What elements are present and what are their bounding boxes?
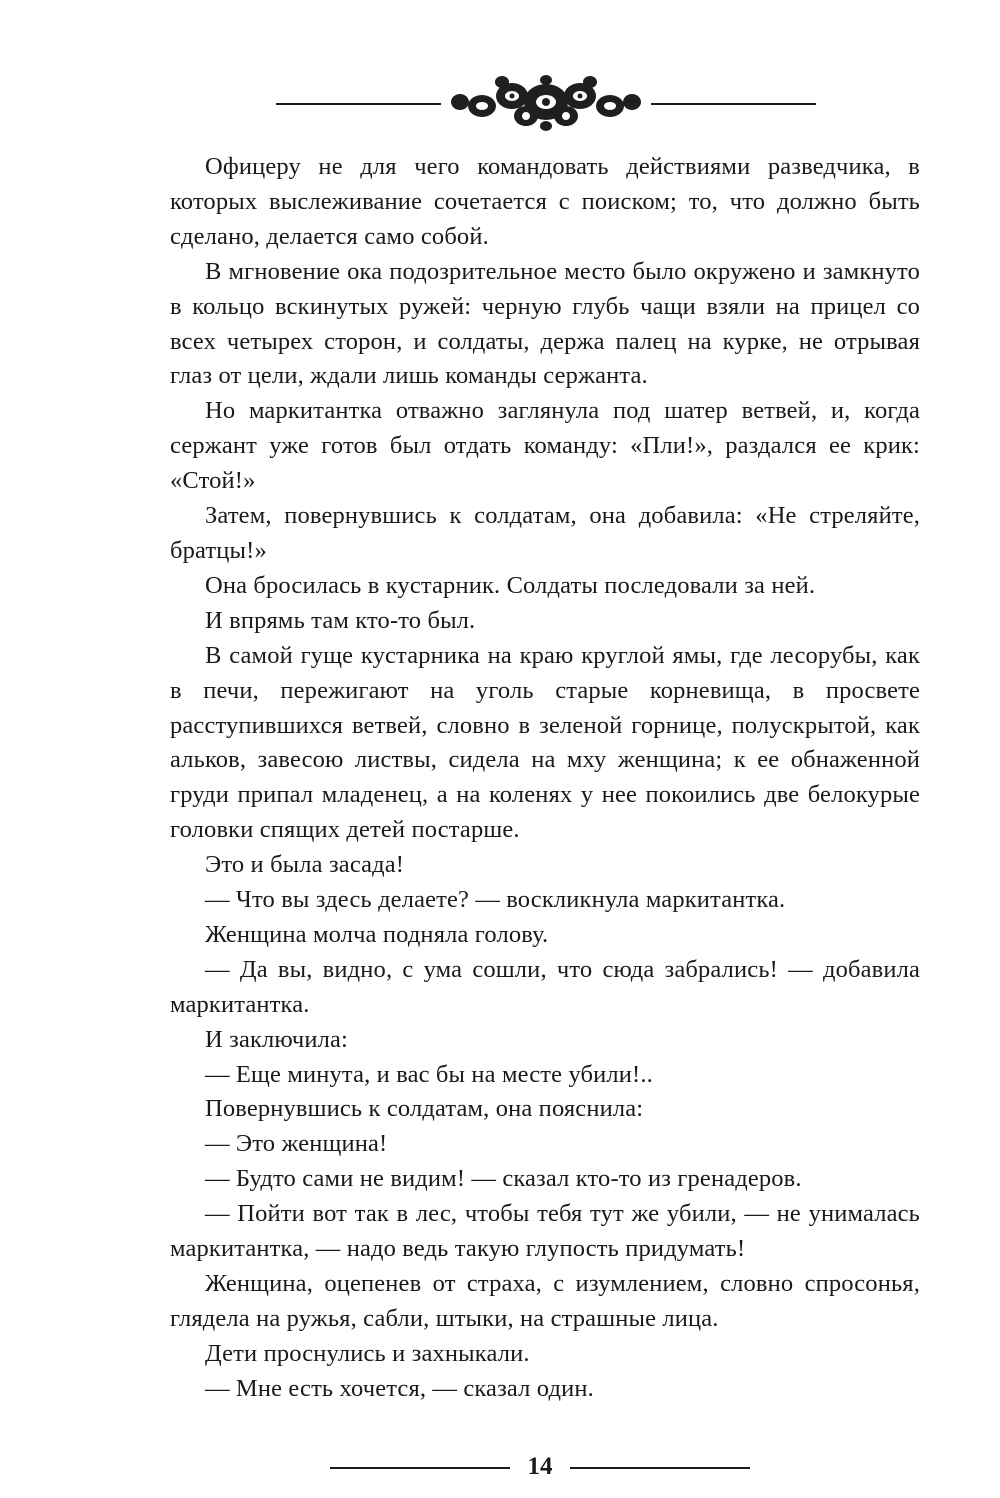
paragraph: Она бросилась в кустарник. Солдаты последовали за ней. <box>205 571 816 599</box>
body-text <box>170 150 920 1407</box>
paragraph: В самой гуще кустарника на краю круглой ямы, где лесорубы, как в печи, пережигают на уголь старые корневища, в просвете расступившихся ветвей, словно в зеленой горнице, полускрытой, как альков, завесою листвы, сидела на мху женщина; к ее обнаженной груди припал младенец, а на коленях у нее покоились две белокурые головки спящих детей постарше. <box>170 641 920 844</box>
footer-rule-left <box>330 1467 510 1469</box>
paragraph: — Пойти вот так в лес, чтобы тебя тут же убили, — не унималась маркитантка, — надо ведь такую глупость придумать! <box>170 1200 920 1263</box>
paragraph: Женщина молча подняла голову. <box>205 920 549 948</box>
page-footer <box>330 1450 750 1486</box>
paragraph: И впрямь там кто-то был. <box>205 606 476 634</box>
page-number: 14 <box>527 1453 553 1480</box>
footer-rule-right <box>570 1467 750 1469</box>
paragraph: — Да вы, видно, с ума сошли, что сюда забрались! — добавила маркитантка. <box>170 955 920 1018</box>
paragraph: Это и была засада! <box>205 851 405 879</box>
paragraph: Женщина, оцепенев от страха, с изумлением, словно спросонья, глядела на ружья, сабли, штыки, на страшные лица. <box>170 1270 920 1332</box>
paragraph: Дети проснулись и захныкали. <box>205 1339 530 1367</box>
paragraph: — Еще минута, и вас бы на месте убили!.. <box>205 1060 653 1088</box>
paragraph: И заключила: <box>205 1025 349 1053</box>
paragraph: Офицеру не для чего командовать действиями разведчика, в которых выслеживание сочетается с поиском; то, что должно быть сделано, делается само собой. <box>170 153 920 250</box>
paragraph: — Что вы здесь делаете? — воскликнула маркитантка. <box>205 886 786 914</box>
paragraph: Но маркитантка отважно заглянула под шатер ветвей, и, когда сержант уже готов был отдать команду: «Пли!», раздался ее крик: «Стой!» <box>170 397 920 495</box>
paragraph: Затем, повернувшись к солдатам, она добавила: «Не стреляйте, братцы!» <box>170 502 920 564</box>
paragraph: — Мне есть хочется, — сказал один. <box>205 1374 594 1402</box>
paragraph: — Это женщина! <box>205 1130 388 1158</box>
header-ornament-icon <box>276 72 816 136</box>
paragraph: — Будто сами не видим! — сказал кто-то из гренадеров. <box>205 1165 802 1193</box>
paragraph: В мгновение ока подозрительное место было окружено и замкнуто в кольцо вскинутых ружей: черную глубь чащи взяли на прицел со всех четырех сторон, и солдаты, держа палец на курке, не отрывая глаз от цели, ждали лишь команды сержанта. <box>170 257 920 390</box>
paragraph: Повернувшись к солдатам, она пояснила: <box>205 1095 644 1123</box>
